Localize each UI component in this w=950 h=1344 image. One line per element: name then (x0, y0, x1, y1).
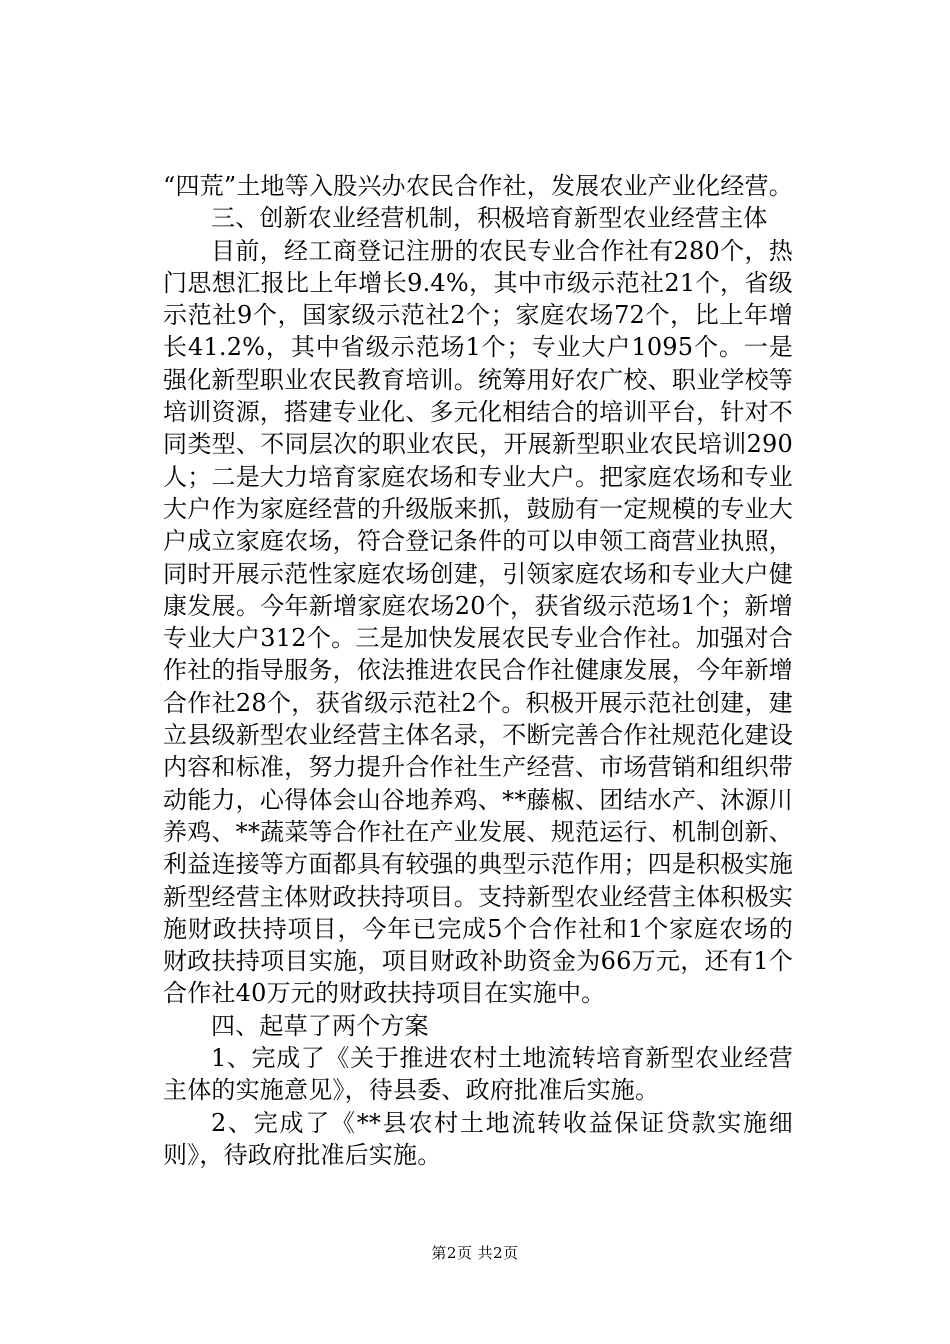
document-body (163, 170, 793, 1171)
paragraph-continuation: “四荒”土地等入股兴办农民合作社，发展农业产业化经营。 (163, 172, 793, 200)
paragraph-body: 目前，经工商登记注册的农民专业合作社有280个，热门思想汇报比上年增长9.4%，其中市级示范社21个，省级示范社9个，国家级示范社2个；家庭农场72个，比上年增长41.2%，其中省级示范场1个；专业大户1095个。一是强化新型职业农民教育培训。统筹用好农广校、职业学校等培训资源，搭建专业化、多元化相结合的培训平台，针对不同类型、不同层次的职业农民，开展新型职业农民培训290人；二是大力培育家庭农场和专业大户。把家庭农场和专业大户作为家庭经营的升级版来抓，鼓励有一定规模的专业大户成立家庭农场，符合登记条件的可以申领工商营业执照，同时开展示范性家庭农场创建，引领家庭农场和专业大户健康发展。今年新增家庭农场20个，获省级示范场1个；新增专业大户312个。三是加快发展农民专业合作社。加强对合作社的指导服务，依法推进农民合作社健康发展，今年新增合作社28个，获省级示范社2个。积极开展示范社创建，建立县级新型农业经营主体名录，不断完善合作社规范化建设内容和标准，努力提升合作社生产经营、市场营销和组织带动能力，心得体会山谷地养鸡、**藤椒、团结水产、沐源川养鸡、**蔬菜等合作社在产业发展、规范运行、机制创新、利益连接等方面都具有较强的典型示范作用；四是积极实施新型经营主体财政扶持项目。支持新型农业经营主体积极实施财政扶持项目，今年已完成5个合作社和1个家庭农场的财政扶持项目实施，项目财政补助资金为66万元，还有1个合作社40万元的财政扶持项目在实施中。 (163, 236, 793, 1008)
list-item-1: 1、完成了《关于推进农村土地流转培育新型农业经营主体的实施意见》，待县委、政府批准后实施。 (163, 1044, 793, 1105)
list-item-2: 2、完成了《**县农村土地流转收益保证贷款实施细则》，待政府批准后实施。 (163, 1108, 793, 1169)
page-footer: 第2页 共2页 (431, 1244, 519, 1262)
section-heading-4: 四、起草了两个方案 (211, 1011, 429, 1040)
section-heading-3: 三、创新农业经营机制，积极培育新型农业经营主体 (211, 204, 768, 233)
